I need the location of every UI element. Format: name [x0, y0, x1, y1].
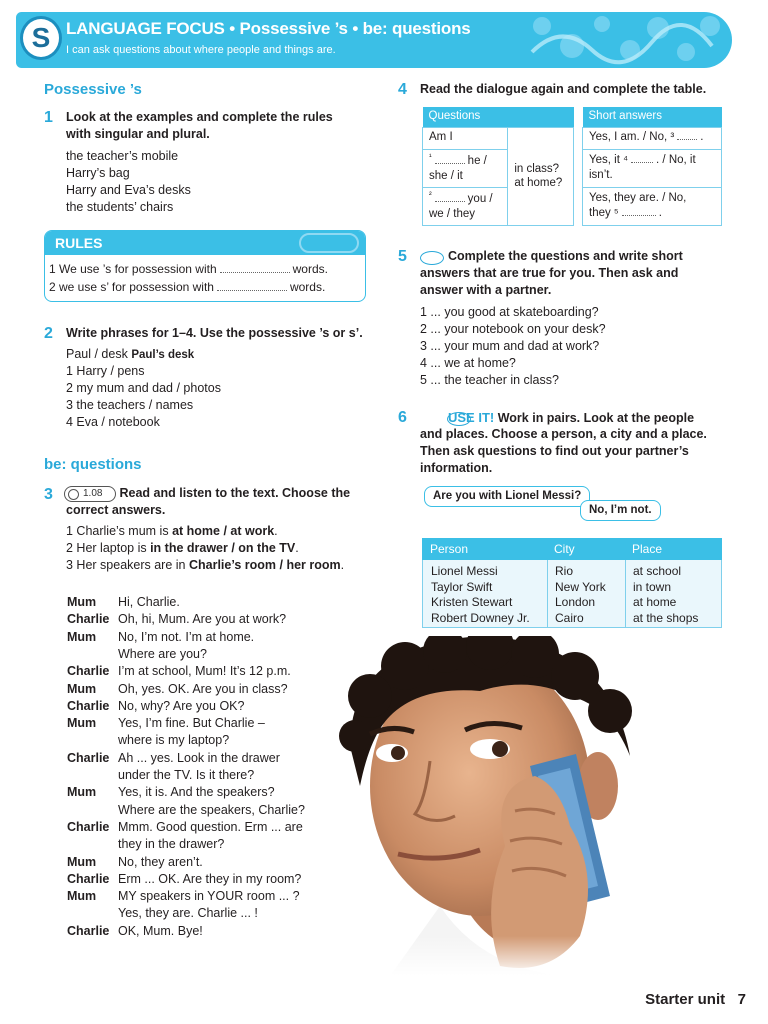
rule-text: 1 We use ’s for possession with — [49, 262, 217, 276]
dialogue-speaker: Mum — [67, 854, 97, 869]
list-item: 1 Harry / pens — [66, 364, 145, 378]
dialogue-speaker: Mum — [67, 785, 97, 800]
speech-bubble-answer: No, I’m not. — [580, 500, 661, 521]
table-cell: Am I — [423, 127, 508, 149]
exercise-instruction: with singular and plural. — [66, 127, 210, 141]
table-cell-places: at home — [633, 595, 677, 609]
example-prompt: Paul / desk — [66, 347, 128, 361]
table-cell-persons: Robert Downey Jr. — [431, 610, 530, 625]
dialogue-speaker: Charlie — [67, 750, 110, 765]
list-item — [66, 523, 278, 540]
page-title: LANGUAGE FOCUS • Possessive ’s • be: questions — [66, 19, 471, 38]
table-cell-places: at school — [633, 564, 682, 578]
item-text: . — [340, 558, 345, 572]
item-text: 3 Her speakers are in — [66, 558, 189, 572]
page-footer — [645, 990, 746, 1010]
table-cell-cities: Cairo — [555, 610, 584, 625]
example-answer: Paul’s desk — [131, 349, 195, 361]
table-cell: Yes, I am. / No, ³ . — [583, 127, 722, 149]
cell-text: she / it — [429, 169, 463, 182]
list-item: 2 my mum and dad / photos — [66, 381, 221, 395]
boy-on-phone-photo — [330, 636, 768, 976]
exercise-instruction: information. — [420, 461, 493, 475]
dialogue-line: Where are the speakers, Charlie? — [118, 802, 305, 817]
dialogue-line: No, I’m not. I’m at home. — [118, 629, 255, 644]
table-cell-cities: Rio — [555, 564, 574, 578]
exercise-number: 2 — [44, 325, 53, 342]
cell-text: they ⁵ — [589, 207, 619, 219]
dialogue-speaker: Mum — [67, 716, 97, 731]
page-subtitle: I can ask questions about where people and things are. — [66, 44, 336, 56]
example-line: the teacher’s mobile — [66, 149, 179, 163]
dialogue-speaker: Charlie — [67, 698, 110, 713]
place-option: at home? — [514, 177, 563, 189]
answer-choice[interactable]: in the drawer / on the TV — [150, 541, 296, 555]
exercise-instruction: Work in pairs. Look at the people — [497, 411, 695, 425]
unit-badge: S — [20, 16, 62, 60]
rule-text: words. — [289, 280, 326, 294]
cell-text: Yes, they are. / No, — [589, 192, 687, 205]
dialogue-line: No, they aren’t. — [118, 854, 203, 869]
dialogue-speaker: Charlie — [67, 819, 110, 834]
exercise-number: 3 — [44, 486, 53, 503]
section-title-be-questions: be: questions — [44, 456, 142, 473]
list-item — [66, 540, 299, 557]
table-header-questions: Questions — [423, 107, 574, 127]
list-item: 5 ... the teacher in class? — [420, 373, 559, 387]
table-cell-persons: Taylor Swift — [431, 579, 493, 594]
dialogue-speaker: Charlie — [67, 871, 110, 886]
cell-text: isn’t. — [589, 169, 613, 181]
rules-label: RULES — [55, 235, 103, 251]
dialogue-line: where is my laptop? — [118, 733, 230, 748]
table-cell-cities: London — [555, 595, 596, 609]
answer-blank[interactable] — [631, 162, 653, 163]
dialogue-line: No, why? Are you OK? — [118, 698, 245, 713]
example-line: the students’ chairs — [66, 200, 174, 214]
speech-bubble-question: Are you with Lionel Messi? — [424, 486, 590, 507]
answer-blank[interactable] — [217, 290, 287, 291]
list-item: 3 the teachers / names — [66, 398, 194, 412]
dialogue-line: Oh, yes. OK. Are you in class? — [118, 681, 288, 696]
dialogue-line: I’m at school, Mum! It’s 12 p.m. — [118, 664, 291, 679]
list-item: 2 ... your notebook on your desk? — [420, 322, 606, 336]
dialogue-speaker: Charlie — [67, 923, 110, 938]
exercise-number: 6 — [398, 409, 407, 426]
exercise-instruction-row — [448, 409, 694, 427]
cell-text: Yes, I am. / No, ³ — [589, 131, 675, 144]
cell-text: . / No, it — [656, 154, 696, 167]
dialogue-speaker: Charlie — [67, 664, 110, 679]
exercise-number: 1 — [44, 109, 53, 126]
exercise-instruction: answer with a partner. — [420, 283, 552, 297]
list-item: 3 ... your mum and dad at work? — [420, 339, 600, 353]
dialogue-line: under the TV. Is it there? — [118, 768, 255, 782]
table-cell — [583, 149, 722, 187]
table-cell-persons: Kristen Stewart — [431, 595, 513, 609]
dialogue-line: Ah ... yes. Look in the drawer — [118, 750, 280, 765]
table-cell — [508, 127, 574, 225]
rule-text: 2 we use s’ for possession with — [49, 280, 214, 294]
cell-text: he / — [467, 154, 487, 167]
table-cell-persons: Lionel Messi — [431, 564, 498, 578]
dialogue-line: Hi, Charlie. — [118, 595, 180, 609]
exercise-instruction: and places. Choose a person, a city and a place. — [420, 427, 707, 441]
exercise-instruction: Read the dialogue again and complete the table. — [420, 82, 707, 96]
answer-choice[interactable]: at home / at work — [172, 524, 275, 538]
exercise-instruction: answers that are true for you. Then ask and — [420, 266, 679, 280]
exercise-instruction: correct answers. — [66, 503, 166, 517]
example-line — [66, 346, 194, 363]
dialogue-line: Mmm. Good question. Erm ... are — [118, 819, 303, 834]
exercise-number: 5 — [398, 248, 407, 265]
dialogue-line: Oh, hi, Mum. Are you at work? — [118, 612, 287, 627]
unit-label: Starter unit — [645, 991, 726, 1008]
dialogue-speaker: Mum — [67, 889, 97, 904]
exercise-instruction: Look at the examples and complete the rules — [66, 110, 333, 124]
table-cell — [423, 149, 508, 187]
list-item: 1 ... you good at skateboarding? — [420, 305, 599, 319]
answer-choice[interactable]: Charlie’s room / her room — [188, 558, 341, 572]
use-it-label: USE IT! — [448, 410, 495, 425]
answer-blank[interactable] — [435, 201, 465, 202]
list-item — [66, 557, 344, 574]
dialogue-line: MY speakers in YOUR room ... ? — [118, 889, 300, 904]
place-option: in class? — [514, 162, 560, 175]
item-text: 2 Her laptop is — [66, 541, 151, 555]
table-header-city: City — [554, 542, 575, 556]
audio-track-number: 1.08 — [83, 487, 103, 499]
dialogue-line: OK, Mum. Bye! — [118, 923, 203, 938]
table-body — [422, 560, 722, 628]
table-cell-places: at the shops — [633, 610, 699, 625]
table-cell — [423, 187, 508, 225]
rules-header — [45, 231, 365, 255]
blank-number: ¹ — [429, 152, 432, 162]
exercise-number: 4 — [398, 81, 407, 98]
page-number: 7 — [737, 991, 746, 1008]
example-line: Harry’s bag — [66, 166, 130, 180]
cell-text: you / — [467, 192, 493, 205]
list-item: 4 Eva / notebook — [66, 415, 160, 429]
section-title-possessive: Possessive ’s — [44, 81, 142, 98]
exercise-instruction-row — [64, 485, 350, 502]
speech-bubble-icon — [420, 251, 444, 265]
dialogue-line: Erm ... OK. Are they in my room? — [118, 871, 302, 886]
rule-text: words. — [292, 262, 328, 276]
dialogue-speaker: Mum — [67, 629, 97, 644]
exercise-instruction: Then ask questions to find out your partner’s — [420, 444, 689, 458]
table-cell-cities: New York — [555, 579, 606, 594]
table-cell: Yes, they are. / No, they ⁵ . — [583, 187, 722, 225]
list-item: 4 ... we at home? — [420, 356, 516, 370]
table-cell-places: in town — [633, 579, 672, 594]
dialogue-line: they in the drawer? — [118, 837, 225, 852]
table-header-place: Place — [632, 542, 663, 556]
item-text: 1 Charlie’s mum is — [66, 524, 173, 538]
questions-table — [422, 107, 574, 226]
item-text: . — [295, 541, 299, 555]
rule-line — [49, 262, 328, 278]
cell-text: Yes, it ⁴ — [589, 154, 629, 167]
answer-blank[interactable] — [220, 272, 290, 273]
dialogue-speaker: Charlie — [67, 612, 110, 627]
exercise-instruction: Write phrases for 1–4. Use the possessive ’s or s’. — [66, 326, 363, 340]
rules-box — [44, 230, 366, 302]
decorative-swirl-icon — [299, 233, 359, 253]
exercise-instruction: Complete the questions and write short — [448, 249, 683, 263]
dialogue-speaker: Mum — [67, 595, 97, 609]
dialogue-line: Yes, it is. And the speakers? — [118, 785, 275, 800]
dialogue-speaker: Mum — [67, 681, 97, 696]
audio-track-icon[interactable] — [64, 486, 116, 502]
exercise-instruction: Read and listen to the text. Choose the — [119, 486, 351, 500]
dialogue-line: Yes, they are. Charlie ... ! — [118, 906, 258, 921]
cell-text: we / they — [429, 207, 476, 220]
table-header-person: Person — [430, 542, 469, 556]
answer-blank[interactable] — [677, 139, 697, 140]
rule-line — [49, 280, 325, 296]
example-line: Harry and Eva’s desks — [66, 183, 191, 197]
dialogue-line: Yes, I’m fine. But Charlie – — [118, 716, 265, 731]
blank-number: ² — [429, 190, 432, 200]
item-text: . — [274, 524, 278, 538]
short-answers-table — [582, 107, 722, 226]
table-header-row — [422, 538, 722, 560]
people-places-table — [422, 538, 722, 628]
answer-blank[interactable] — [622, 215, 656, 216]
answer-blank[interactable] — [435, 163, 465, 164]
dialogue-line: Where are you? — [118, 646, 207, 661]
decorative-pattern — [502, 12, 732, 68]
table-header-short-answers: Short answers — [583, 107, 722, 127]
